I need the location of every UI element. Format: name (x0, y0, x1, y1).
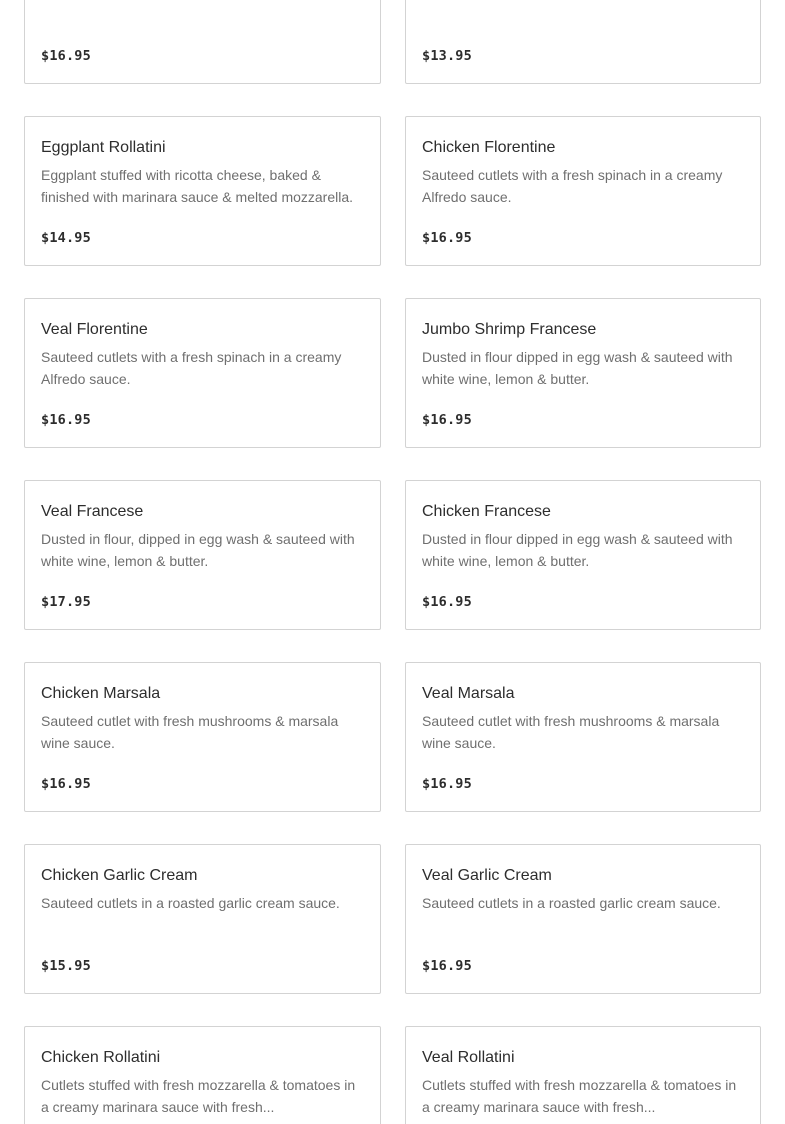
item-description: Eggplant stuffed with ricotta cheese, baked & finished with marinara sauce & melted mozzarella. (41, 167, 354, 205)
menu-item-card[interactable] (405, 298, 761, 448)
item-name: Chicken Florentine (422, 139, 556, 156)
item-price: $16.95 (422, 958, 472, 974)
item-description: Sauteed cutlet with fresh mushrooms & marsala wine sauce. (422, 713, 720, 751)
item-price: $16.95 (422, 412, 472, 428)
item-description: Sauteed cutlets in a roasted garlic cream sauce. (422, 895, 721, 911)
item-description (41, 0, 364, 26)
item-description: Dusted in flour dipped in egg wash & sauteed with white wine, lemon & butter. (422, 349, 733, 387)
menu-item-card[interactable] (24, 844, 381, 994)
item-price: $16.95 (422, 776, 472, 792)
item-name: Veal Francese (41, 503, 144, 520)
item-price: $13.95 (422, 48, 472, 64)
item-name: Eggplant Rollatini (41, 139, 166, 156)
menu-item-card[interactable] (405, 480, 761, 630)
item-name: Veal Florentine (41, 321, 148, 338)
item-description: Dusted in flour, dipped in egg wash & sauteed with white wine, lemon & butter. (41, 531, 355, 569)
item-price: $16.95 (422, 230, 472, 246)
menu-item-card[interactable] (24, 1026, 381, 1124)
item-price: $17.95 (41, 594, 91, 610)
item-price: $16.95 (41, 776, 91, 792)
item-price: $16.95 (41, 412, 91, 428)
item-price: $14.95 (41, 230, 91, 246)
menu-grid (24, 0, 761, 1124)
menu-item-card[interactable] (24, 116, 381, 266)
menu-item-card[interactable] (24, 480, 381, 630)
item-description: Dusted in flour dipped in egg wash & sauteed with white wine, lemon & butter. (422, 531, 733, 569)
item-name: Veal Marsala (422, 685, 515, 702)
item-name: Chicken Francese (422, 503, 551, 520)
item-price: $16.95 (422, 594, 472, 610)
item-description: Sauteed cutlets with a fresh spinach in a creamy Alfredo sauce. (41, 349, 342, 387)
item-name: Chicken Marsala (41, 685, 161, 702)
item-description: Cutlets stuffed with fresh mozzarella & tomatoes in a creamy marinara sauce with fresh... (422, 1077, 737, 1115)
menu-item-card[interactable] (405, 1026, 761, 1124)
item-description: Sauteed cutlets in a roasted garlic cream sauce. (41, 895, 340, 911)
menu-item-card[interactable] (405, 662, 761, 812)
menu-item-card[interactable] (405, 844, 761, 994)
item-name: Veal Garlic Cream (422, 867, 552, 884)
menu-item-card[interactable] (24, 662, 381, 812)
item-description (422, 0, 744, 26)
item-description: Sauteed cutlets with a fresh spinach in a creamy Alfredo sauce. (422, 167, 723, 205)
item-name: Chicken Rollatini (41, 1049, 161, 1066)
item-name: Chicken Garlic Cream (41, 867, 198, 884)
menu-item-card[interactable] (24, 298, 381, 448)
item-price: $15.95 (41, 958, 91, 974)
item-name: Jumbo Shrimp Francese (422, 321, 597, 338)
menu-item-card[interactable] (405, 116, 761, 266)
item-description: Cutlets stuffed with fresh mozzarella & tomatoes in a creamy marinara sauce with fresh... (41, 1077, 356, 1115)
item-description: Sauteed cutlet with fresh mushrooms & marsala wine sauce. (41, 713, 339, 751)
menu-item-card[interactable] (405, 0, 761, 84)
item-name: Veal Rollatini (422, 1049, 515, 1066)
menu-item-card[interactable] (24, 0, 381, 84)
item-price: $16.95 (41, 48, 91, 64)
